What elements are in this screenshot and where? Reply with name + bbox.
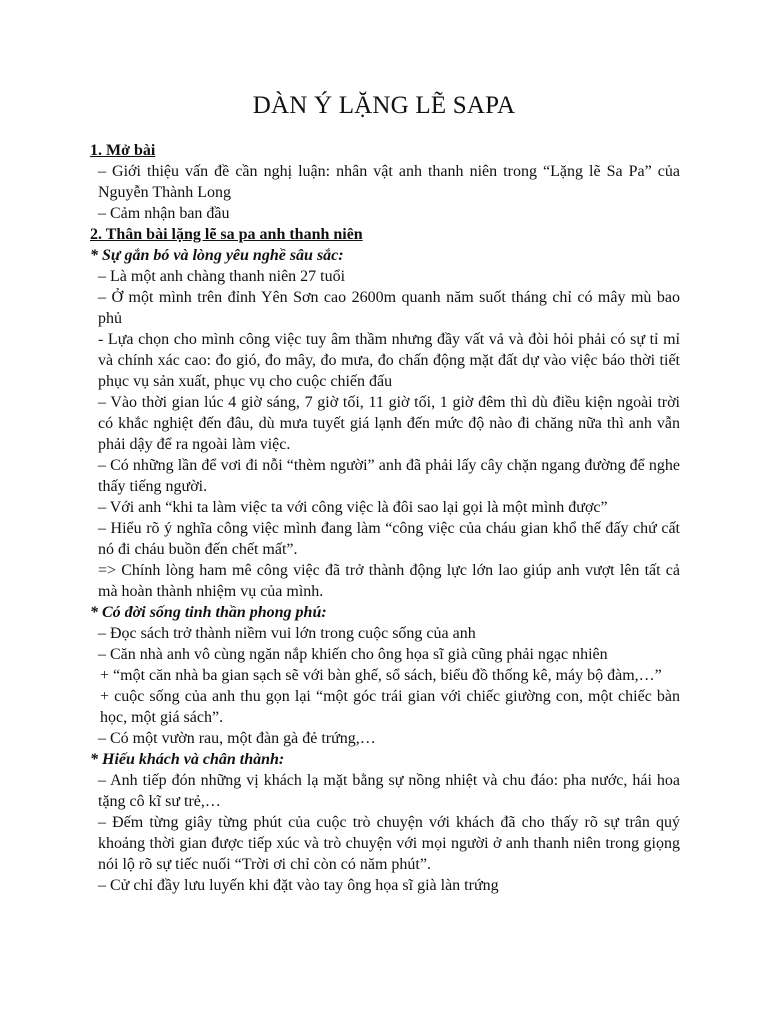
bullet-line: + “một căn nhà ba gian sạch sẽ với bàn ghế, sổ sách, biểu đồ thống kê, máy bộ đàm,…” [100,667,662,684]
body-line: – Là một anh chàng thanh niên 27 tuổi [98,268,346,285]
body-line: – Cử chỉ đầy lưu luyến khi đặt vào tay ông họa sĩ già làn trứng [98,877,499,894]
document-title: DÀN Ý LẶNG LẼ SAPA [252,92,516,119]
body-line: – Giới thiệu vấn đề cần nghị luận: nhân vật anh thanh niên trong “Lặng lẽ Sa Pa” của Nguyễn Thành Long [98,163,680,201]
section-heading-body: 2. Thân bài lặng lẽ sa pa anh thanh niên [90,226,363,243]
body-line: – Anh tiếp đón những vị khách lạ mặt bằng sự nồng nhiệt và chu đáo: pha nước, hái hoa tặng cô kĩ sư trẻ,… [98,772,680,810]
subheading-spiritual-life: * Có đời sống tinh thần phong phú: [90,604,327,621]
body-line: – Ở một mình trên đỉnh Yên Sơn cao 2600m quanh năm suốt tháng chỉ có mây mù bao phủ [98,289,680,327]
body-line: – Cảm nhận ban đầu [98,205,230,222]
subheading-hospitality: * Hiếu khách và chân thành: [90,751,285,768]
body-line: - Lựa chọn cho mình công việc tuy âm thầm nhưng đầy vất vả và đòi hỏi phải có sự tỉ mỉ và chính xác cao: đo gió, đo mây, đo mưa, đo chấn động mặt đất dự vào việc báo thời tiết phục vụ sản xuất, phục vụ cho cuộc chiến đấu [98,331,680,390]
body-line: – Đếm từng giây từng phút của cuộc trò chuyện với khách đã cho thấy rõ sự trân quý khoảng thời gian được tiếp xúc và trò chuyện với mọi người ở anh thanh niên trong giọng nói lộ rõ sự tiếc nuối “Trời ơi chỉ còn có năm phút”. [98,814,680,873]
body-line: => Chính lòng ham mê công việc đã trở thành động lực lớn lao giúp anh vượt lên tất cả mà hoàn thành nhiệm vụ của mình. [98,562,680,600]
body-line: – Với anh “khi ta làm việc ta với công việc là đôi sao lại gọi là một mình được” [98,499,608,516]
body-line: – Có những lần để vơi đi nỗi “thèm người” anh đã phải lấy cây chặn ngang đường để nghe thấy tiếng người. [98,457,680,495]
subheading-dedication: * Sự gắn bó và lòng yêu nghề sâu sắc: [90,247,344,264]
body-line: – Hiểu rõ ý nghĩa công việc mình đang làm “công việc của cháu gian khổ thế đấy chứ cất nó đi cháu buồn đến chết mất”. [98,520,680,558]
body-line: – Có một vườn rau, một đàn gà đẻ trứng,… [98,730,376,747]
body-line: – Căn nhà anh vô cùng ngăn nắp khiến cho ông họa sĩ già cũng phải ngạc nhiên [98,646,608,663]
body-line: – Vào thời gian lúc 4 giờ sáng, 7 giờ tối, 11 giờ tối, 1 giờ đêm thì dù điều kiện ngoài trời có khắc nghiệt đến đâu, dù mưa tuyết giá lạnh đến mức độ nào đi chăng nữa thì anh vẫn phải dậy để ra ngoài làm việc. [98,394,680,453]
body-line: – Đọc sách trở thành niềm vui lớn trong cuộc sống của anh [98,625,476,642]
bullet-line: + cuộc sống của anh thu gọn lại “một góc trái gian với chiếc giường con, một chiếc bàn học, một giá sách”. [100,688,680,726]
document-body [90,140,680,896]
section-heading-intro: 1. Mở bài [90,142,156,159]
